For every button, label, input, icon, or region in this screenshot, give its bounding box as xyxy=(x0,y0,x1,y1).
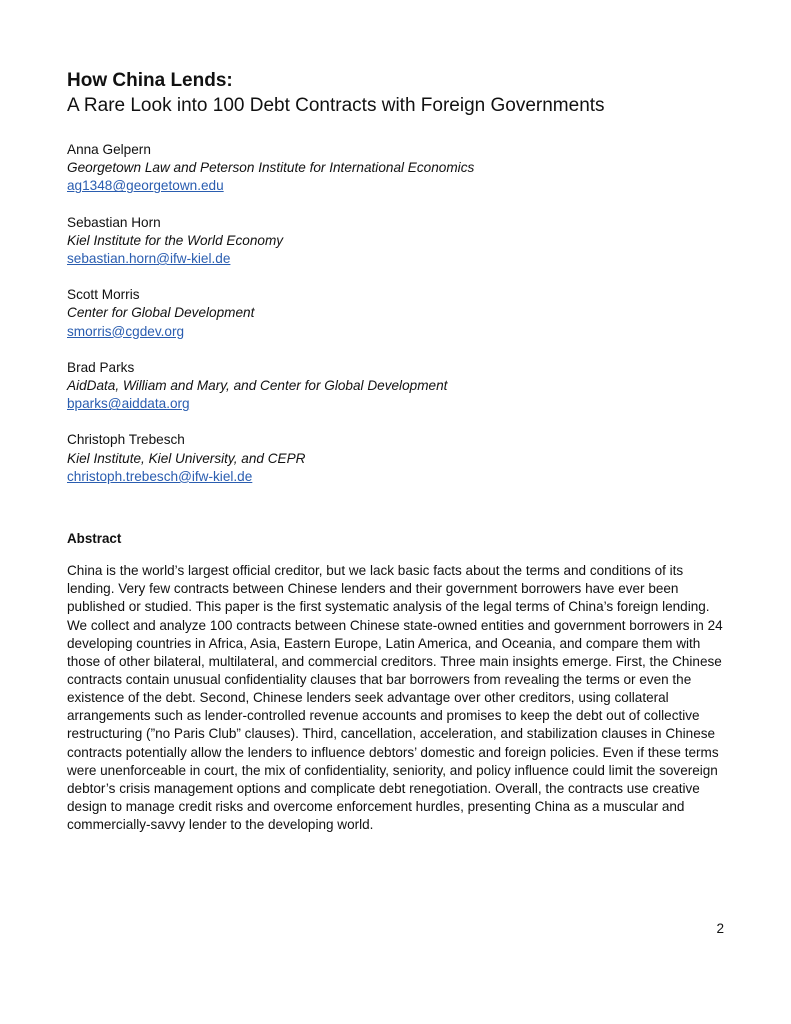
author-email-link[interactable]: bparks@aiddata.org xyxy=(67,396,190,412)
author-affiliation: Kiel Institute, Kiel University, and CEPR xyxy=(67,450,306,466)
author-affiliation: Kiel Institute for the World Economy xyxy=(67,232,284,248)
author-affiliation: AidData, William and Mary, and Center for Global Development xyxy=(67,378,448,394)
author-email-link[interactable]: christoph.trebesch@ifw-kiel.de xyxy=(67,468,253,484)
author-block xyxy=(67,431,727,486)
author-block xyxy=(67,141,727,196)
author-email-link[interactable]: smorris@cgdev.org xyxy=(67,323,185,339)
author-affiliation: Georgetown Law and Peterson Institute for International Economics xyxy=(67,160,475,176)
abstract-heading: Abstract xyxy=(67,531,122,547)
author-name: Brad Parks xyxy=(67,359,135,375)
author-name: Anna Gelpern xyxy=(67,142,151,157)
author-email-link[interactable]: sebastian.horn@ifw-kiel.de xyxy=(67,251,231,267)
paper-title-line2: A Rare Look into 100 Debt Contracts with Foreign Governments xyxy=(67,95,605,116)
paper-title-line1: How China Lends: xyxy=(67,70,233,91)
author-affiliation: Center for Global Development xyxy=(67,305,255,321)
author-block xyxy=(67,359,727,414)
author-name: Sebastian Horn xyxy=(67,214,161,230)
abstract-body: China is the world’s largest official creditor, but we lack basic facts about the terms and conditions of its lending. Very few contracts between Chinese lenders and their government borrowers have ever been published or studied. This paper is the first systematic analysis of the legal terms of China’s foreign lending. We collect and analyze 100 contracts between Chinese state-owned entities and government borrowers in 24 developing countries in Africa, Asia, Eastern Europe, Latin America, and Oceania, and compare them with those of other bilateral, multilateral, and commercial creditors. Three main insights emerge. First, the Chinese contracts contain unusual confidentiality clauses that bar borrowers from revealing the terms or even the existence of the debt. Second, Chinese lenders seek advantage over other creditors, using collateral arrangements such as lender-controlled revenue accounts and promises to keep the debt out of collective restructuring (”no Paris Club” clauses). Third, cancellation, acceleration, and stabilization clauses in Chinese contracts potentially allow the lenders to influence debtors’ domestic and foreign policies. Even if these terms were unenforceable in court, the mix of confidentiality, seniority, and policy influence could limit the sovereign debtor’s crisis management options and complicate debt renegotiation. Overall, the contracts use creative design to manage credit risks and overcome enforcement hurdles, presenting China as a muscular and commercially-savvy lender to the developing world. xyxy=(67,563,723,833)
author-name: Scott Morris xyxy=(67,287,140,303)
author-block xyxy=(67,214,727,269)
author-name: Christoph Trebesch xyxy=(67,432,185,448)
page-number: 2 xyxy=(716,921,724,936)
paper-page xyxy=(67,68,727,834)
author-block xyxy=(67,286,727,341)
author-email-link[interactable]: ag1348@georgetown.edu xyxy=(67,178,224,194)
